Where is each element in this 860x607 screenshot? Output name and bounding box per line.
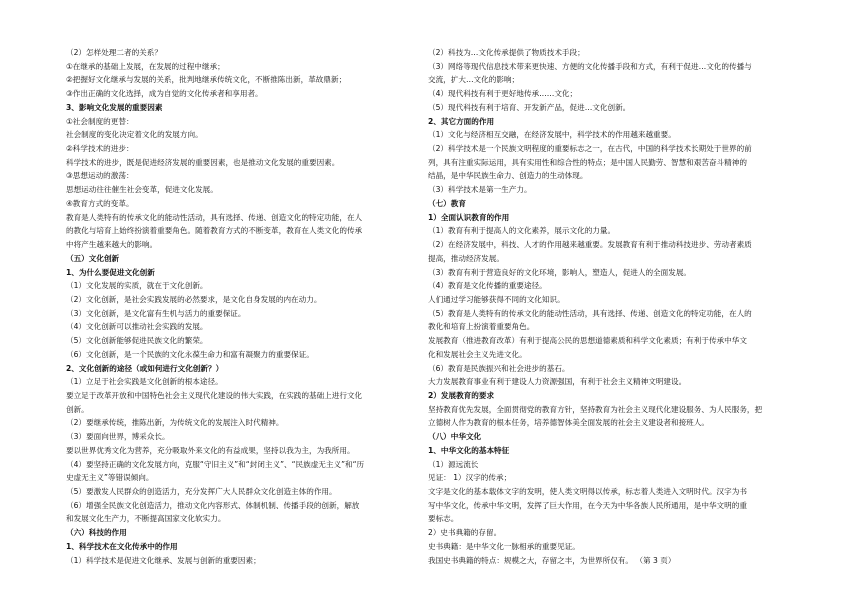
text-line: （2）要继承传统，推陈出新，为传统文化的发展注入时代精神。 [66, 418, 284, 428]
text-line: 要立足于改革开放和中国特色社会主义现代化建设的伟大实践，在实践的基础上进行文化 [66, 390, 363, 400]
text-line: 1、中华文化的基本特征 [428, 445, 510, 455]
text-line: （6）文化创新，是一个民族的文化永葆生命力和富有凝聚力的重要保证。 [66, 349, 314, 359]
text-line: 立德树人作为教育的根本任务，培养德智体美全面发展的社会主义建设者和接班人。 [428, 418, 709, 428]
text-line: 思想运动往往催生社会变革，促进文化发展。 [66, 185, 218, 195]
text-line: 提高，推动经济发展。 [428, 253, 504, 263]
text-line: （6）教育是民族振兴和社会进步的基石。 [428, 363, 570, 373]
text-line: （4）要坚持正确的文化发展方向，克服“守旧主义”和“封闭主义”、“民族虚无主义”和“历 [66, 459, 365, 469]
text-line: 化和发展社会主义先进文化。 [428, 349, 527, 359]
text-line: 科学技术的进步，既是促进经济发展的重要因素，也是推动文化发展的重要因素。 [66, 157, 340, 167]
text-line: 2、其它方面的作用 [428, 116, 495, 126]
text-line: ①社会制度的更替： [66, 116, 134, 126]
text-line: （1）源远流长 [428, 459, 479, 469]
text-line: （5）要激发人民群众的创造活力，充分发挥广大人民群众文化创造主体的作用。 [66, 487, 337, 496]
text-line: 教化和培育上扮演着重要角色。 [428, 322, 535, 332]
text-line: （3）要面向世界，博采众长。 [66, 432, 170, 442]
text-line: 2）发展教育的要求 [428, 390, 495, 400]
text-line: ③作出正确的文化选择，成为自觉的文化传承者和享用者。 [66, 89, 263, 99]
text-line: 创新。 [66, 404, 89, 414]
text-line: 列，具有注重实际运用，具有实用性和综合性的特点；是中国人民勤劳、智慧和艰苦奋斗精神的 [428, 157, 747, 167]
text-line: （5）现代科技有利于培育、开发新产品，促进…文化创新。 [428, 102, 631, 112]
text-line: 的教化与培育上始终扮演着重要角色。随着教育方式的不断变革，教育在人类文化的传承 [66, 226, 363, 236]
right-column [428, 46, 808, 567]
text-line: （3）文化创新，是文化富有生机与活力的重要保证。 [66, 308, 246, 318]
text-line: 我国史书典籍的特点：规模之大，存留之丰，为世界所仅有。 （第 3 页） [428, 555, 676, 565]
text-line: （1）文化发展的实质，就在于文化创新。 [66, 281, 208, 291]
text-line: （1）科学技术是促进文化继承、发展与创新的重要因素； [66, 555, 261, 565]
left-column [66, 46, 411, 567]
text-line: （六）科技的作用 [66, 528, 127, 538]
text-line: 要以世界优秀文化为营养，充分吸取外来文化的有益成果，坚持以我为主，为我所用。 [66, 445, 355, 455]
text-line: 社会制度的变化决定着文化的发展方向。 [66, 130, 203, 140]
text-line: 坚持教育优先发展，全面贯彻党的教育方针，坚持教育为社会主义现代化建设服务、为人民服务，把 [428, 404, 763, 414]
text-line: （2）文化创新，是社会实践发展的必然要求，是文化自身发展的内在动力。 [66, 294, 322, 304]
text-line: 人们通过学习能够获得不同的文化知识。 [428, 294, 565, 304]
text-line: （1）文化与经济相互交融，在经济发展中，科学技术的作用越来越重要。 [428, 130, 676, 140]
text-line: （3）网络等现代信息技术带来更快速、方便的文化传播手段和方式，有利于促进…文化的传播与 [428, 61, 752, 71]
text-line: 中将产生越来越大的影响。 [66, 240, 158, 250]
text-line: 1、科学技术在文化传承中的作用 [66, 541, 178, 551]
text-line: （6）增强全民族文化创造活力，推动文化内容形式、体制机制、传播手段的创新，解放 [66, 500, 360, 510]
text-line: （2）科学技术是一个民族文明程度的重要标志之一，在古代，中国的科学技术长期处于世界的前 [428, 144, 752, 154]
text-line: （4）文化创新可以推动社会实践的发展。 [66, 322, 208, 332]
text-line: 2）史书典籍的存留。 [428, 528, 502, 538]
text-line: ①在继承的基础上发展，在发展的过程中继承； [66, 61, 225, 71]
text-line: 史虚无主义”等错误倾向。 [66, 473, 154, 483]
text-line: ③思想运动的激荡： [66, 171, 134, 181]
text-line: （八）中华文化 [428, 432, 482, 442]
text-line: （2）怎样处理二者的关系？ [66, 48, 162, 57]
text-line: 3、影响文化发展的重要因素 [66, 102, 163, 112]
text-line: （2）科技为…文化传承提供了物质技术手段； [428, 48, 585, 57]
text-line: 大力发展教育事业有利于建设人力资源强国，有利于社会主义精神文明建设。 [428, 377, 687, 387]
text-line: （1）立足于社会实践是文化创新的根本途径。 [66, 377, 223, 387]
text-line: （5）文化创新能够促进民族文化的繁荣。 [66, 336, 208, 346]
text-line: 结晶，是中华民族生命力、创造力的生动体现。 [428, 171, 588, 181]
text-line: 2、文化创新的途径（或如何进行文化创新？） [66, 363, 224, 373]
text-line: 文字是文化的基本载体文字的发明，使人类文明得以传承，标志着人类进入文明时代。汉字为书 [428, 487, 747, 496]
text-line: （五）文化创新 [66, 253, 120, 263]
text-line: 和发展文化生产力，不断提高国家文化软实力。 [66, 514, 226, 524]
text-line: （3）教育有利于营造良好的文化环境，影响人，塑造人，促进人的全面发展。 [428, 267, 692, 277]
text-line: 1、为什么要促进文化创新 [66, 267, 155, 277]
text-line: （4）教育是文化传播的重要途径。 [428, 281, 547, 291]
text-line: （七）教育 [428, 198, 466, 208]
text-line: 要标志。 [428, 514, 459, 524]
text-line: 写中华文化，传承中华文明，发挥了巨大作用，在今天为中华各族人民所通用，是中华文明的重 [428, 500, 747, 510]
text-line: 交流，扩大…文化的影响； [428, 75, 520, 85]
text-line: 1）全面认识教育的作用 [428, 212, 510, 222]
text-line: （2）在经济发展中，科技、人才的作用越来越重要。发展教育有利于推动科技进步、劳动者素质 [428, 240, 752, 250]
text-line: 史书典籍：是中华文化一脉相承的重要见证。 [428, 541, 580, 551]
text-line: （5）教育是人类特有的传承文化的能动性活动，具有选择、传递、创造文化的特定功能，在人的 [428, 308, 752, 318]
text-line: （4）现代科技有利于更好地传承……文化； [428, 89, 578, 99]
text-line: 见证： 1）汉字的传承； [428, 473, 512, 483]
text-line: ④教育方式的变革。 [66, 198, 134, 208]
text-line: ②把握好文化继承与发展的关系，批判地继承传统文化，不断推陈出新，革故鼎新； [66, 75, 347, 85]
text-line: 教育是人类特有的传承文化的能动性活动，具有选择、传递、创造文化的特定功能，在人 [66, 212, 363, 222]
text-line: （1）教育有利于提高人的文化素养，展示文化的力量。 [428, 226, 616, 236]
text-line: （3）科学技术是第一生产力。 [428, 185, 532, 195]
text-line: 发展教育（推进教育改革）有利于提高公民的思想道德素质和科学文化素质；有利于传承中华文 [428, 336, 747, 346]
text-line: ②科学技术的进步： [66, 144, 134, 154]
